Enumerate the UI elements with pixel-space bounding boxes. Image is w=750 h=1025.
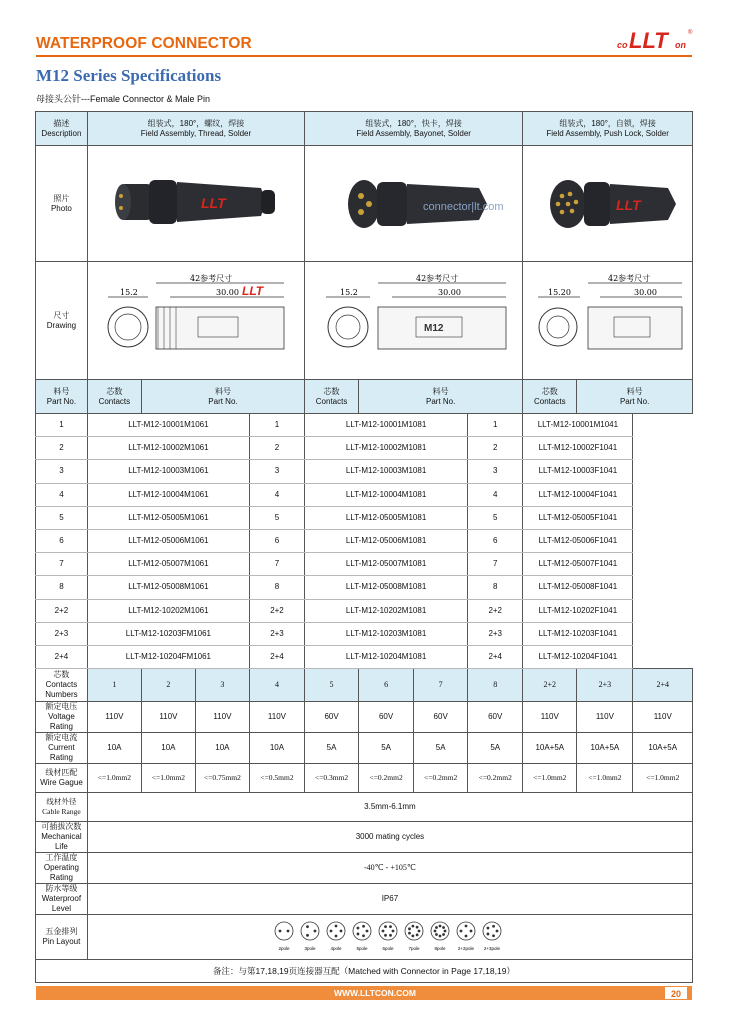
description-label: 描述 Description xyxy=(36,112,88,146)
drawing-label: 尺寸 Drawing xyxy=(36,262,88,380)
contact-number-cell: 1 xyxy=(87,669,141,702)
current-cell: 10A+5A xyxy=(633,733,693,764)
pin-dot xyxy=(335,934,338,937)
pin-layout-diagram xyxy=(270,918,510,954)
pin-dot xyxy=(306,925,309,928)
partno-header-1: 料号 Part No. xyxy=(141,380,304,414)
part-number-pushlock: LLT-M12-05008F1041 xyxy=(523,576,633,599)
cable-label: 线材外径 Cable Range xyxy=(36,793,88,822)
mech-row xyxy=(36,822,693,853)
svg-text:15.2: 15.2 xyxy=(339,288,358,297)
contact-count: 8 xyxy=(36,576,88,599)
svg-text:M12: M12 xyxy=(423,323,444,334)
part-number-pushlock: LLT-M12-10204F1041 xyxy=(523,645,633,668)
connector-pushlock-image xyxy=(528,162,688,242)
partno-header-row xyxy=(36,380,693,414)
pin-layout-item xyxy=(327,922,345,951)
svg-text:LLT: LLT xyxy=(241,284,264,298)
current-cell: 5A xyxy=(414,733,468,764)
contacts-header-1: 芯数 Contacts xyxy=(87,380,141,414)
pin-label: 2+3pole xyxy=(483,945,500,951)
pin-dot xyxy=(384,925,387,928)
cable-row xyxy=(36,793,693,822)
pin-dot xyxy=(486,926,489,929)
voltage-cell: 60V xyxy=(305,702,359,733)
footer-url[interactable]: WWW.LLTCON.COM xyxy=(334,988,416,998)
photo-row xyxy=(36,146,693,262)
drawing-pushlock-svg xyxy=(530,269,686,369)
contact-count: 3 xyxy=(468,460,523,483)
wire-cell: <=1.0mm2 xyxy=(87,764,141,793)
drawing-bayonet-svg xyxy=(316,269,512,369)
wire-cell: <=0.3mm2 xyxy=(305,764,359,793)
contact-number-cell: 2 xyxy=(141,669,195,702)
current-cell: 10A+5A xyxy=(577,733,633,764)
contact-count: 2+3 xyxy=(468,622,523,645)
pin-dot xyxy=(492,934,495,937)
pin-label: 五金排列 Pin Layout xyxy=(36,915,88,960)
desc-thread: 组装式，180°，螺纹，焊接 Field Assembly, Thread, Solder xyxy=(87,112,304,146)
partno-label: 料号 Part No. xyxy=(36,380,88,414)
current-cell: 5A xyxy=(305,733,359,764)
part-number-pushlock: LLT-M12-10003F1041 xyxy=(523,460,633,483)
pin-dot xyxy=(330,929,333,932)
pin-dot xyxy=(435,926,438,929)
part-number-thread: LLT-M12-05006M1061 xyxy=(87,529,249,552)
partno-header-3: 料号 Part No. xyxy=(577,380,693,414)
contact-count: 6 xyxy=(36,529,88,552)
pin-label: 4pole xyxy=(330,945,342,951)
part-number-thread: LLT-M12-10203FM1061 xyxy=(87,622,249,645)
contact-count: 1 xyxy=(468,414,523,437)
subtitle: 母接头公针---Female Connector & Male Pin xyxy=(36,94,211,104)
voltage-cell: 110V xyxy=(633,702,693,733)
pin-label: 8pole xyxy=(434,945,446,951)
pin-dot xyxy=(411,924,414,927)
pin-dot xyxy=(314,929,317,932)
contact-count: 1 xyxy=(36,414,88,437)
part-number-thread: LLT-M12-10202M1061 xyxy=(87,599,249,622)
drawing-thread xyxy=(87,262,304,380)
pin-label: 5pole xyxy=(356,945,368,951)
contact-number-cell: 4 xyxy=(249,669,304,702)
part-number-thread: LLT-M12-10002M1061 xyxy=(87,437,249,460)
watermark-text: connector|lt.com xyxy=(422,201,504,213)
contact-count: 7 xyxy=(36,553,88,576)
part-number-bayonet: LLT-M12-05008M1081 xyxy=(305,576,468,599)
pin-row xyxy=(36,915,693,960)
pin-dot xyxy=(408,931,411,934)
photo-thread xyxy=(87,146,304,262)
pin-dot xyxy=(362,924,365,927)
contact-number-cell: 8 xyxy=(468,669,523,702)
pin-layout-item xyxy=(353,922,371,951)
svg-text:15.20: 15.20 xyxy=(547,288,571,297)
wire-cell: <=1.0mm2 xyxy=(633,764,693,793)
partno-row xyxy=(36,553,693,576)
photo-pushlock xyxy=(523,146,693,262)
contact-count: 7 xyxy=(468,553,523,576)
pin-dot xyxy=(356,932,359,935)
part-number-pushlock: LLT-M12-10004F1041 xyxy=(523,483,633,506)
partno-row xyxy=(36,645,693,668)
current-cell: 10A xyxy=(249,733,304,764)
pin-label: 3pole xyxy=(304,945,316,951)
part-number-bayonet: LLT-M12-10204M1081 xyxy=(305,645,468,668)
pin-dot xyxy=(496,929,499,932)
svg-text:30.00: 30.00 xyxy=(437,288,461,297)
current-cell: 10A xyxy=(141,733,195,764)
ip-row xyxy=(36,884,693,915)
ip-value: IP67 xyxy=(87,884,692,915)
current-cell: 10A xyxy=(195,733,249,764)
description-row xyxy=(36,112,693,146)
contact-count: 2+4 xyxy=(249,645,304,668)
svg-text:42参考尺寸: 42参考尺寸 xyxy=(415,274,458,283)
pin-dot xyxy=(434,929,437,932)
pin-dot xyxy=(384,933,387,936)
part-number-pushlock: LLT-M12-05006F1041 xyxy=(523,529,633,552)
svg-text:LLT: LLT xyxy=(629,28,668,53)
current-cell: 5A xyxy=(468,733,523,764)
wire-cell: <=0.75mm2 xyxy=(195,764,249,793)
contact-number-cell: 2+2 xyxy=(523,669,577,702)
contact-count: 4 xyxy=(468,483,523,506)
wire-label: 线材匹配 Wire Gague xyxy=(36,764,88,793)
contact-count: 2+4 xyxy=(36,645,88,668)
current-cell: 5A xyxy=(359,733,414,764)
contact-number-cell: 2+3 xyxy=(577,669,633,702)
contact-count: 1 xyxy=(249,414,304,437)
pin-face-icon xyxy=(275,922,293,940)
part-number-bayonet: LLT-M12-10003M1081 xyxy=(305,460,468,483)
pin-layout-cell xyxy=(87,915,692,960)
pin-dot xyxy=(389,925,392,928)
part-number-bayonet: LLT-M12-10002M1081 xyxy=(305,437,468,460)
wire-cell: <=0.2mm2 xyxy=(414,764,468,793)
svg-text:30.00: 30.00 xyxy=(215,288,239,297)
svg-text:on: on xyxy=(675,40,686,50)
svg-text:LLT: LLT xyxy=(200,195,226,211)
partno-row xyxy=(36,460,693,483)
pin-layout-item xyxy=(457,922,475,951)
contacts-numbers-row xyxy=(36,669,693,702)
svg-text:co: co xyxy=(617,40,628,50)
part-number-thread: LLT-M12-10003M1061 xyxy=(87,460,249,483)
pin-dot xyxy=(470,929,473,932)
pin-dot xyxy=(486,932,489,935)
temp-row xyxy=(36,853,693,884)
drawing-pushlock xyxy=(523,262,693,380)
part-number-thread: LLT-M12-05007M1061 xyxy=(87,553,249,576)
part-number-thread: LLT-M12-10001M1061 xyxy=(87,414,249,437)
connector-bayonet-image xyxy=(319,162,509,242)
contact-number-cell: 7 xyxy=(414,669,468,702)
pin-dot xyxy=(465,934,468,937)
pin-dot xyxy=(392,929,395,932)
partno-row xyxy=(36,622,693,645)
part-number-bayonet: LLT-M12-10004M1081 xyxy=(305,483,468,506)
voltage-cell: 60V xyxy=(414,702,468,733)
part-number-thread: LLT-M12-05008M1061 xyxy=(87,576,249,599)
pin-dot xyxy=(335,924,338,927)
part-number-bayonet: LLT-M12-10203M1081 xyxy=(305,622,468,645)
contact-count: 5 xyxy=(468,506,523,529)
contact-number-cell: 6 xyxy=(359,669,414,702)
pin-dot xyxy=(411,934,414,937)
svg-text:30.00: 30.00 xyxy=(633,288,657,297)
part-number-pushlock: LLT-M12-10203F1041 xyxy=(523,622,633,645)
page-number: 20 xyxy=(664,986,688,1000)
partno-row xyxy=(36,506,693,529)
contact-count: 3 xyxy=(36,460,88,483)
brand-logo xyxy=(617,26,695,54)
pin-layout-item xyxy=(301,922,319,951)
connector-thread-image xyxy=(101,162,291,242)
part-number-thread: LLT-M12-10204FM1061 xyxy=(87,645,249,668)
header-rule xyxy=(36,55,692,57)
contact-count: 2+2 xyxy=(36,599,88,622)
desc-pushlock: 组装式，180°，自锁，焊接 Field Assembly, Push Lock, Solder xyxy=(523,112,693,146)
photo-bayonet xyxy=(305,146,523,262)
drawing-bayonet xyxy=(305,262,523,380)
pin-layout-item xyxy=(431,922,449,951)
contact-count: 2+2 xyxy=(468,599,523,622)
wire-cell: <=1.0mm2 xyxy=(523,764,577,793)
wire-cell: <=1.0mm2 xyxy=(577,764,633,793)
pin-dot xyxy=(439,934,442,937)
contact-number-cell: 5 xyxy=(305,669,359,702)
series-title: M12 Series Specifications xyxy=(36,66,222,85)
contact-count: 4 xyxy=(36,483,88,506)
voltage-row xyxy=(36,702,693,733)
contact-count: 4 xyxy=(249,483,304,506)
pin-layout-item xyxy=(483,922,501,951)
temp-value: -40℃ - +105℃ xyxy=(87,853,692,884)
drawing-row xyxy=(36,262,693,380)
svg-text:42参考尺寸: 42参考尺寸 xyxy=(189,274,233,283)
partno-row xyxy=(36,576,693,599)
pin-dot xyxy=(442,926,445,929)
svg-text:42参考尺寸: 42参考尺寸 xyxy=(607,274,650,283)
partno-row xyxy=(36,599,693,622)
wire-row xyxy=(36,764,693,793)
part-number-bayonet: LLT-M12-05005M1081 xyxy=(305,506,468,529)
pin-dot xyxy=(287,929,290,932)
part-number-thread: LLT-M12-05005M1061 xyxy=(87,506,249,529)
spec-table xyxy=(35,111,693,983)
pin-dot xyxy=(279,929,282,932)
pin-label: 2pole xyxy=(278,945,290,951)
drawing-thread-svg xyxy=(98,269,294,369)
part-number-thread: LLT-M12-10004M1061 xyxy=(87,483,249,506)
pin-dot xyxy=(366,929,369,932)
pin-dot xyxy=(389,933,392,936)
partno-header-2: 料号 Part No. xyxy=(359,380,523,414)
contact-count: 8 xyxy=(468,576,523,599)
svg-text:®: ® xyxy=(688,30,693,36)
svg-text:LLT: LLT xyxy=(615,197,641,213)
contact-count: 3 xyxy=(249,460,304,483)
part-number-bayonet: LLT-M12-05006M1081 xyxy=(305,529,468,552)
note-row xyxy=(36,960,693,983)
partno-row xyxy=(36,414,693,437)
contacts-header-3: 芯数 Contacts xyxy=(523,380,577,414)
svg-text:15.2: 15.2 xyxy=(119,288,138,297)
contact-count: 6 xyxy=(468,529,523,552)
note: 备注：与第17,18,19页连接器互配（Matched with Connector in Page 17,18,19） xyxy=(36,960,693,983)
contact-count: 6 xyxy=(249,529,304,552)
pin-layout-item xyxy=(379,922,397,951)
mech-label: 可插拔次数 Mechanical Life xyxy=(36,822,88,853)
contact-count: 2 xyxy=(249,437,304,460)
part-number-pushlock: LLT-M12-10002F1041 xyxy=(523,437,633,460)
partno-row xyxy=(36,437,693,460)
desc-bayonet: 组装式，180°，快卡，焊接 Field Assembly, Bayonet, Solder xyxy=(305,112,523,146)
pin-dot xyxy=(416,933,419,936)
contact-count: 2 xyxy=(36,437,88,460)
ip-label: 防水等级 Waterproof Level xyxy=(36,884,88,915)
voltage-cell: 60V xyxy=(359,702,414,733)
part-number-pushlock: LLT-M12-10202F1041 xyxy=(523,599,633,622)
pin-dot xyxy=(408,927,411,930)
wire-cell: <=0.2mm2 xyxy=(359,764,414,793)
pin-dot xyxy=(356,926,359,929)
contact-count: 7 xyxy=(249,553,304,576)
contact-count: 8 xyxy=(249,576,304,599)
part-number-pushlock: LLT-M12-05005F1041 xyxy=(523,506,633,529)
partno-row xyxy=(36,483,693,506)
pin-label: 2+2pole xyxy=(457,945,474,951)
pin-dot xyxy=(439,924,442,927)
pin-dot xyxy=(492,924,495,927)
contact-count: 2+2 xyxy=(249,599,304,622)
contacts-header-2: 芯数 Contacts xyxy=(305,380,359,414)
voltage-label: 额定电压 Voltage Rating xyxy=(36,702,88,733)
part-number-pushlock: LLT-M12-10001M1041 xyxy=(523,414,633,437)
voltage-cell: 110V xyxy=(141,702,195,733)
pin-dot xyxy=(416,925,419,928)
contact-count: 2 xyxy=(468,437,523,460)
pin-layout-item xyxy=(275,922,293,951)
mech-value: 3000 mating cycles xyxy=(87,822,692,853)
voltage-cell: 60V xyxy=(468,702,523,733)
photo-label: 照片 Photo xyxy=(36,146,88,262)
pin-dot xyxy=(465,924,468,927)
part-number-bayonet: LLT-M12-10202M1081 xyxy=(305,599,468,622)
pin-dot xyxy=(435,933,438,936)
temp-label: 工作温度 Operating Rating xyxy=(36,853,88,884)
current-cell: 10A xyxy=(87,733,141,764)
contact-number-cell: 2+4 xyxy=(633,669,693,702)
wire-cell: <=0.2mm2 xyxy=(468,764,523,793)
header-title: WATERPROOF CONNECTOR xyxy=(36,35,252,52)
contact-count: 5 xyxy=(36,506,88,529)
part-number-pushlock: LLT-M12-05007F1041 xyxy=(523,553,633,576)
part-number-bayonet: LLT-M12-05007M1081 xyxy=(305,553,468,576)
pin-layout-item xyxy=(405,922,423,951)
current-cell: 10A+5A xyxy=(523,733,577,764)
contacts-numbers-label: 芯数 Contacts Numbers xyxy=(36,669,88,702)
current-label: 额定电流 Current Rating xyxy=(36,733,88,764)
voltage-cell: 110V xyxy=(249,702,304,733)
cable-value: 3.5mm-6.1mm xyxy=(87,793,692,822)
voltage-cell: 110V xyxy=(577,702,633,733)
voltage-cell: 110V xyxy=(195,702,249,733)
wire-cell: <=0.5mm2 xyxy=(249,764,304,793)
pin-dot xyxy=(460,929,463,932)
current-row xyxy=(36,733,693,764)
wire-cell: <=1.0mm2 xyxy=(141,764,195,793)
voltage-cell: 110V xyxy=(523,702,577,733)
contact-number-cell: 3 xyxy=(195,669,249,702)
part-number-bayonet: LLT-M12-10001M1081 xyxy=(305,414,468,437)
pin-dot xyxy=(306,933,309,936)
pin-label: 6pole xyxy=(382,945,394,951)
contact-count: 2+3 xyxy=(36,622,88,645)
contact-count: 5 xyxy=(249,506,304,529)
contact-count: 2+4 xyxy=(468,645,523,668)
contact-count: 2+3 xyxy=(249,622,304,645)
pin-dot xyxy=(340,929,343,932)
pin-dot xyxy=(418,929,421,932)
partno-row xyxy=(36,529,693,552)
pin-label: 7pole xyxy=(408,945,420,951)
pin-dot xyxy=(382,929,385,932)
pin-dot xyxy=(444,929,447,932)
voltage-cell: 110V xyxy=(87,702,141,733)
pin-dot xyxy=(362,934,365,937)
pin-dot xyxy=(442,933,445,936)
